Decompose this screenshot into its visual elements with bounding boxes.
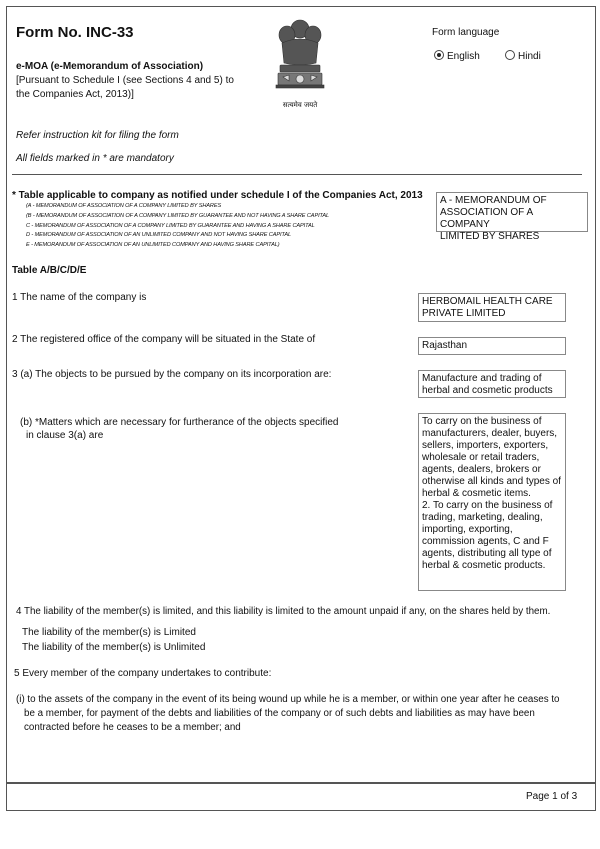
liability-limited-option[interactable] [22, 627, 196, 638]
q5-i-line3: contracted before he ceases to be a member; and [24, 722, 241, 733]
q3a-label: 3 (a) The objects to be pursued by the company on its incorporation are: [12, 369, 332, 380]
matters-line: herbal & cosmetic items. [422, 488, 531, 499]
schedule-option-e: E - MEMORANDUM OF ASSOCIATION OF AN UNLIMITED COMPANY AND HAVING SHARE CAPITAL) [26, 242, 280, 249]
section-divider [12, 174, 582, 175]
matters-line: wholesale or retail traders, [422, 452, 540, 463]
company-name-field[interactable] [418, 293, 566, 322]
liability-unlimited-label: The liability of the member(s) is Unlimited [22, 642, 206, 653]
page-number: Page 1 of 3 [526, 791, 578, 802]
schedule-option-d: D - MEMORANDUM OF ASSOCIATION OF AN UNLIMITED COMPANY AND NOT HAVING SHARE CAPITAL [26, 232, 291, 239]
q3b-label-line1: (b) *Matters which are necessary for furtherance of the objects specified [20, 417, 339, 428]
lang-hindi-option[interactable] [505, 50, 541, 62]
schedule-option-c: C - MEMORANDUM OF ASSOCIATION OF A COMPANY LIMITED BY GUARANTEE AND HAVING A SHARE CAPITAL [26, 222, 315, 229]
matters-line: manufacturers, dealer, buyers, [422, 428, 558, 439]
table-select-line: LIMITED BY SHARES [440, 231, 540, 242]
matters-line: commission agents, C and F [422, 536, 549, 547]
q1-label: 1 The name of the company is [12, 292, 147, 303]
lang-english-option[interactable] [434, 50, 480, 62]
matters-line: To carry on the business of [422, 416, 542, 427]
matters-line: agents, dealers, brokers or [422, 464, 541, 475]
matters-line: importing, exporting, [422, 524, 513, 535]
matters-line: herbal & cosmetic products. [422, 560, 546, 571]
emblem-lion-capital-icon [270, 15, 330, 95]
lang-hindi-label: Hindi [518, 51, 541, 62]
table-select-line: ASSOCIATION OF A COMPANY [440, 207, 533, 230]
table-select-line: A - MEMORANDUM OF [440, 195, 547, 206]
objects-line: Manufacture and trading of [422, 373, 542, 384]
liability-unlimited-option[interactable] [22, 642, 205, 653]
company-name-line: PRIVATE LIMITED [422, 308, 506, 319]
schedule-option-a: (A - MEMORANDUM OF ASSOCIATION OF A COMPANY LIMITED BY SHARES [26, 203, 222, 209]
form-number: Form No. INC-33 [16, 24, 134, 41]
table-applicable-select[interactable] [436, 192, 588, 242]
form-subtitle-line1: [Pursuant to Schedule I (see Sections 4 and 5) to [16, 75, 234, 86]
matters-line: sellers, importers, exporters, [422, 440, 549, 451]
form-subtitle-line2: the Companies Act, 2013)] [16, 89, 134, 100]
objects-field[interactable] [418, 370, 566, 398]
table-heading: Table A/B/C/D/E [12, 265, 87, 276]
mandatory-note: All fields marked in * are mandatory [16, 153, 174, 164]
national-emblem [270, 15, 330, 107]
matters-line: 2. To carry on the business of [422, 500, 553, 511]
lang-english-label: English [447, 51, 480, 62]
company-name-line: HERBOMAIL HEALTH CARE [422, 296, 553, 307]
matters-line: trading, marketing, dealing, [422, 512, 543, 523]
q2-label: 2 The registered office of the company will be situated in the State of [12, 334, 316, 345]
objects-line: herbal and cosmetic products [422, 385, 553, 396]
table-applicable-label: * Table applicable to company as notified under schedule I of the Companies Act, 2013 [12, 190, 423, 201]
matters-line: agents, distributing all type of [422, 548, 552, 559]
q5-i-line1: (i) to the assets of the company in the event of its being wound up while he is a member, or within one year after he ceases to [16, 694, 560, 705]
footer-frame [6, 783, 596, 811]
state-field[interactable] [418, 337, 566, 355]
q5-label: 5 Every member of the company undertakes to contribute: [14, 668, 272, 679]
liability-limited-label: The liability of the member(s) is Limited [22, 627, 196, 638]
q4-label: 4 The liability of the member(s) is limited, and this liability is limited to the amount unpaid if any, on the shares held by them. [16, 606, 551, 617]
lang-hindi-radio[interactable] [505, 50, 515, 60]
state-value: Rajasthan [422, 340, 468, 351]
q5-i-line2: be a member, for payment of the debts and liabilities of the company or of such debts and liabilities as may have been [24, 708, 535, 719]
emblem-motto: सत्यमेव जयते [282, 101, 318, 109]
matters-line: otherwise all kinds and types of [422, 476, 561, 487]
schedule-option-b: (B - MEMORANDUM OF ASSOCIATION OF A COMPANY LIMITED BY GUARANTEE AND NOT HAVING A SHARE CAPITAL [26, 212, 330, 219]
instruction-kit-note: Refer instruction kit for filing the form [16, 130, 179, 141]
lang-english-radio[interactable] [434, 50, 444, 60]
matters-field[interactable] [418, 413, 566, 591]
form-language-label: Form language [432, 27, 500, 38]
schedule-options-list [26, 202, 329, 251]
form-title: e-MOA (e-Memorandum of Association) [16, 61, 204, 72]
q3b-label-line2: in clause 3(a) are [26, 430, 104, 441]
